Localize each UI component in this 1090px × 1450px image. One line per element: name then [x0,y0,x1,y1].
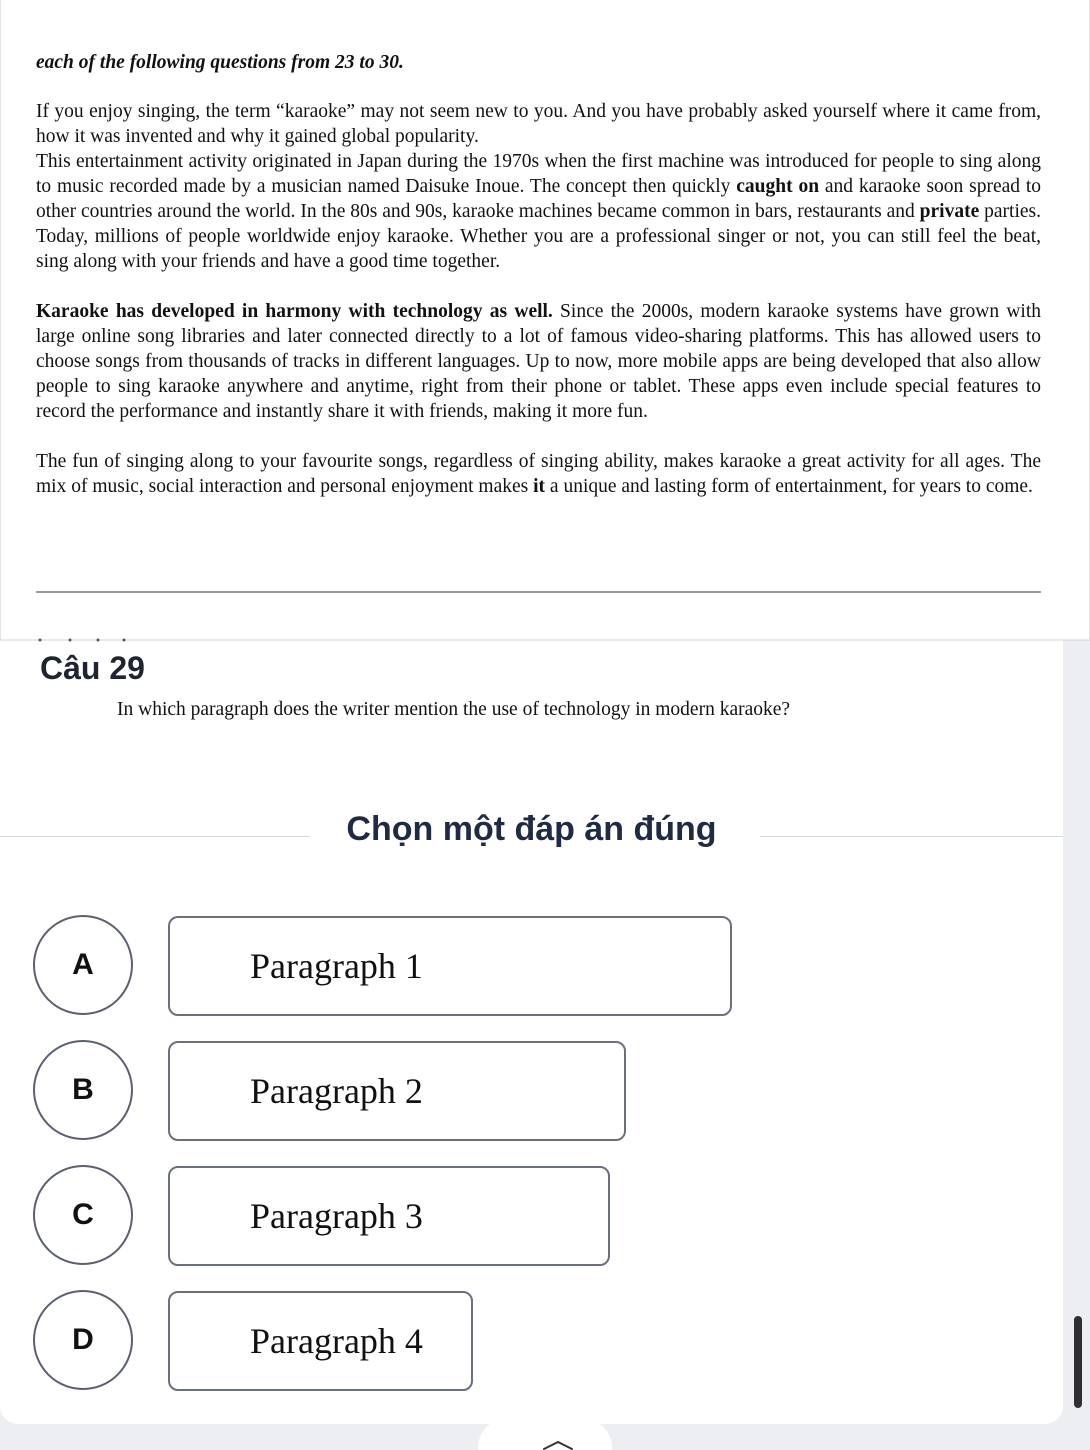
paragraph-2-text-b: and karaoke soon spread to other countries around the world. In the 80s and 90s, karaoke machines became common in bars, restaurants and [36,176,1042,222]
paragraph-2-text-c: parties. Today, millions of people worldwide enjoy karaoke. Whether you are a professional singer or not, you can still feel the beat, sing along with your friends and have a good time together. [36,201,1042,272]
option-c-label: Paragraph 3 [250,1196,423,1236]
option-b-label: Paragraph 2 [250,1071,423,1111]
passage-content [36,50,1041,524]
highlight-caught-on: caught on [736,176,820,197]
paragraph-4 [36,449,1041,499]
option-b-button[interactable] [168,1041,626,1141]
reading-passage [0,0,1090,640]
option-a-button[interactable] [168,916,732,1016]
option-a-letter[interactable]: A [33,915,133,1015]
instruction-text: Chọn một đáp án đúng [320,810,742,848]
question-card [0,640,1063,1424]
paragraph-4-text-a: The fun of singing along to your favourite songs, regardless of singing ability, makes karaoke a great activity for all ages. The mix of music, social interaction and personal enjoyment makes [36,451,1041,497]
highlight-private: private [919,201,980,222]
question-title: Câu 29 [40,650,145,686]
separator-dots-icon [0,629,1090,649]
option-d-button[interactable] [168,1291,473,1391]
option-d-label: Paragraph 4 [250,1321,423,1361]
chevron-up-icon [540,1440,576,1450]
paragraph-4-text-b: a unique and lasting form of entertainment, for years to come. [545,476,1033,497]
paragraph-2-text-a: This entertainment activity originated in Japan during the 1970s when the first machine was introduced for people to sing along to music recorded made by a musician named Daisuke Inoue. The concept then quickly [36,151,1041,197]
option-b-letter[interactable]: B [33,1040,133,1140]
paragraph-1 [36,99,1041,149]
scrollbar-thumb[interactable] [1074,1316,1082,1408]
paragraph-1-text: If you enjoy singing, the term “karaoke” may not seem new to you. And you have probably asked yourself where it came from, how it was invented and why it gained global popularity. [36,101,1041,147]
option-c-button[interactable] [168,1166,610,1266]
option-a-label: Paragraph 1 [250,946,423,986]
passage-heading: each of the following questions from 23 to 30. [36,52,404,73]
instruction-label [0,810,1063,849]
option-c-letter[interactable]: C [33,1165,133,1265]
question-text: In which paragraph does the writer mention the use of technology in modern karaoke? [117,699,791,720]
paragraph-3 [36,299,1041,424]
passage-divider [36,591,1041,593]
paragraph-2 [36,149,1041,274]
paragraph-3-text: Since the 2000s, modern karaoke systems have grown with large online song libraries and later connected directly to a lot of famous video-sharing platforms. This has allowed users to choose songs from thousands of tracks in different languages. Up to now, more mobile apps are being developed that also allow people to sing karaoke anywhere and anytime, right from their phone or tablet. These apps even include special features to record the performance and instantly share it with friends, making it more fun. [36,301,1041,422]
highlight-it: it [533,476,546,497]
paragraph-3-topic-sentence: Karaoke has developed in harmony with technology as well. [36,301,553,322]
option-d-letter[interactable]: D [33,1290,133,1390]
